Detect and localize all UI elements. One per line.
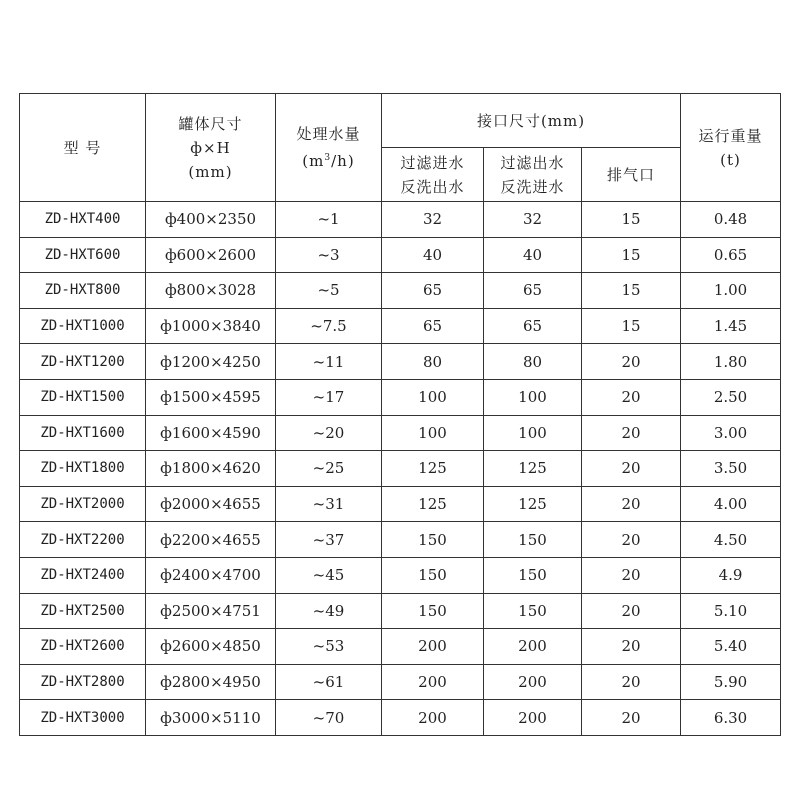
header-tank-size bbox=[146, 94, 276, 202]
header-port-inlet-line2: 反洗出水 bbox=[400, 177, 465, 196]
cell-capacity: ~31 bbox=[276, 486, 382, 522]
cell-port-outlet: 100 bbox=[484, 415, 582, 451]
header-capacity bbox=[276, 94, 382, 202]
cell-model: ZD-HXT2500 bbox=[20, 593, 146, 629]
cell-weight: 3.50 bbox=[681, 451, 781, 487]
cell-weight: 0.65 bbox=[681, 237, 781, 273]
cell-port-outlet: 150 bbox=[484, 557, 582, 593]
cell-weight: 4.50 bbox=[681, 522, 781, 558]
table-row bbox=[20, 273, 781, 309]
header-port-inlet-line1: 过滤进水 bbox=[400, 153, 465, 172]
cell-weight: 4.9 bbox=[681, 557, 781, 593]
cell-port-vent: 20 bbox=[582, 344, 681, 380]
cell-port-outlet: 100 bbox=[484, 379, 582, 415]
table-row bbox=[20, 557, 781, 593]
cell-model: ZD-HXT800 bbox=[20, 273, 146, 309]
cell-port-outlet: 200 bbox=[484, 700, 582, 736]
cell-model: ZD-HXT1000 bbox=[20, 308, 146, 344]
cell-port-outlet: 200 bbox=[484, 664, 582, 700]
header-port-vent: 排气口 bbox=[582, 148, 681, 202]
cell-tank-size: ф1000×3840 bbox=[146, 308, 276, 344]
header-model: 型 号 bbox=[20, 94, 146, 202]
cell-model: ZD-HXT2400 bbox=[20, 557, 146, 593]
cell-port-inlet: 100 bbox=[382, 415, 484, 451]
cell-port-vent: 20 bbox=[582, 486, 681, 522]
cell-model: ZD-HXT2800 bbox=[20, 664, 146, 700]
cell-tank-size: ф3000×5110 bbox=[146, 700, 276, 736]
cell-port-vent: 20 bbox=[582, 379, 681, 415]
cell-port-inlet: 200 bbox=[382, 700, 484, 736]
cell-tank-size: ф1600×4590 bbox=[146, 415, 276, 451]
cell-port-outlet: 80 bbox=[484, 344, 582, 380]
cell-tank-size: ф800×3028 bbox=[146, 273, 276, 309]
table-row bbox=[20, 308, 781, 344]
header-port-outlet bbox=[484, 148, 582, 202]
cell-tank-size: ф400×2350 bbox=[146, 202, 276, 238]
cell-port-inlet: 32 bbox=[382, 202, 484, 238]
cell-weight: 5.40 bbox=[681, 629, 781, 665]
cell-port-vent: 20 bbox=[582, 557, 681, 593]
cell-port-inlet: 80 bbox=[382, 344, 484, 380]
table-row bbox=[20, 522, 781, 558]
cell-port-vent: 15 bbox=[582, 273, 681, 309]
cell-port-vent: 20 bbox=[582, 593, 681, 629]
cell-port-vent: 20 bbox=[582, 629, 681, 665]
header-port-inlet bbox=[382, 148, 484, 202]
cell-port-vent: 15 bbox=[582, 308, 681, 344]
header-weight-unit: (t) bbox=[720, 150, 741, 169]
table-row bbox=[20, 629, 781, 665]
cell-model: ZD-HXT1600 bbox=[20, 415, 146, 451]
cell-tank-size: ф2600×4850 bbox=[146, 629, 276, 665]
cell-model: ZD-HXT1200 bbox=[20, 344, 146, 380]
cell-weight: 0.48 bbox=[681, 202, 781, 238]
capacity-unit-sup: 3 bbox=[324, 153, 332, 163]
cell-tank-size: ф1500×4595 bbox=[146, 379, 276, 415]
cell-model: ZD-HXT2200 bbox=[20, 522, 146, 558]
cell-weight: 2.50 bbox=[681, 379, 781, 415]
capacity-unit-suffix: /h) bbox=[331, 152, 355, 170]
cell-port-vent: 15 bbox=[582, 237, 681, 273]
cell-model: ZD-HXT2600 bbox=[20, 629, 146, 665]
table-row bbox=[20, 700, 781, 736]
cell-tank-size: ф2000×4655 bbox=[146, 486, 276, 522]
header-capacity-unit bbox=[276, 146, 381, 173]
cell-port-vent: 20 bbox=[582, 451, 681, 487]
cell-capacity: ~5 bbox=[276, 273, 382, 309]
cell-tank-size: ф2200×4655 bbox=[146, 522, 276, 558]
cell-model: ZD-HXT1500 bbox=[20, 379, 146, 415]
cell-model: ZD-HXT1800 bbox=[20, 451, 146, 487]
table-row bbox=[20, 486, 781, 522]
cell-port-outlet: 150 bbox=[484, 522, 582, 558]
cell-model: ZD-HXT2000 bbox=[20, 486, 146, 522]
cell-tank-size: ф600×2600 bbox=[146, 237, 276, 273]
cell-port-vent: 20 bbox=[582, 522, 681, 558]
header-tank-size-formula: ф×H bbox=[190, 138, 231, 157]
cell-capacity: ~7.5 bbox=[276, 308, 382, 344]
table-row bbox=[20, 415, 781, 451]
table-row bbox=[20, 237, 781, 273]
table-row bbox=[20, 451, 781, 487]
spec-table bbox=[19, 93, 781, 736]
cell-port-inlet: 150 bbox=[382, 593, 484, 629]
cell-tank-size: ф2500×4751 bbox=[146, 593, 276, 629]
cell-capacity: ~17 bbox=[276, 379, 382, 415]
cell-tank-size: ф2400×4700 bbox=[146, 557, 276, 593]
cell-capacity: ~49 bbox=[276, 593, 382, 629]
cell-port-outlet: 125 bbox=[484, 486, 582, 522]
cell-port-inlet: 40 bbox=[382, 237, 484, 273]
cell-port-outlet: 40 bbox=[484, 237, 582, 273]
cell-capacity: ~37 bbox=[276, 522, 382, 558]
cell-port-outlet: 200 bbox=[484, 629, 582, 665]
header-port-outlet-line1: 过滤出水 bbox=[500, 153, 565, 172]
cell-tank-size: ф2800×4950 bbox=[146, 664, 276, 700]
cell-weight: 3.00 bbox=[681, 415, 781, 451]
table-row bbox=[20, 344, 781, 380]
cell-port-outlet: 65 bbox=[484, 273, 582, 309]
header-port-outlet-line2: 反洗进水 bbox=[500, 177, 565, 196]
header-port-size: 接口尺寸(mm) bbox=[382, 94, 681, 148]
cell-capacity: ~3 bbox=[276, 237, 382, 273]
header-weight bbox=[681, 94, 781, 202]
cell-port-inlet: 65 bbox=[382, 273, 484, 309]
header-capacity-title: 处理水量 bbox=[296, 125, 361, 143]
table-header bbox=[20, 94, 781, 202]
cell-port-inlet: 125 bbox=[382, 486, 484, 522]
cell-weight: 1.00 bbox=[681, 273, 781, 309]
cell-port-inlet: 200 bbox=[382, 664, 484, 700]
cell-port-inlet: 125 bbox=[382, 451, 484, 487]
capacity-unit-prefix: (m bbox=[302, 152, 325, 170]
header-tank-size-unit: (mm) bbox=[188, 162, 233, 181]
cell-tank-size: ф1200×4250 bbox=[146, 344, 276, 380]
cell-port-vent: 15 bbox=[582, 202, 681, 238]
cell-weight: 4.00 bbox=[681, 486, 781, 522]
cell-capacity: ~25 bbox=[276, 451, 382, 487]
cell-capacity: ~45 bbox=[276, 557, 382, 593]
cell-port-inlet: 150 bbox=[382, 522, 484, 558]
cell-port-outlet: 150 bbox=[484, 593, 582, 629]
table-row bbox=[20, 202, 781, 238]
cell-model: ZD-HXT400 bbox=[20, 202, 146, 238]
cell-port-inlet: 100 bbox=[382, 379, 484, 415]
cell-weight: 1.80 bbox=[681, 344, 781, 380]
cell-port-inlet: 65 bbox=[382, 308, 484, 344]
cell-capacity: ~1 bbox=[276, 202, 382, 238]
cell-capacity: ~20 bbox=[276, 415, 382, 451]
cell-weight: 5.90 bbox=[681, 664, 781, 700]
table-body bbox=[20, 202, 781, 736]
cell-weight: 5.10 bbox=[681, 593, 781, 629]
cell-port-vent: 20 bbox=[582, 700, 681, 736]
table-row bbox=[20, 664, 781, 700]
table-row bbox=[20, 379, 781, 415]
header-tank-size-title: 罐体尺寸 bbox=[178, 114, 243, 133]
cell-model: ZD-HXT3000 bbox=[20, 700, 146, 736]
cell-port-inlet: 200 bbox=[382, 629, 484, 665]
cell-capacity: ~11 bbox=[276, 344, 382, 380]
cell-weight: 6.30 bbox=[681, 700, 781, 736]
cell-model: ZD-HXT600 bbox=[20, 237, 146, 273]
cell-port-inlet: 150 bbox=[382, 557, 484, 593]
cell-port-outlet: 65 bbox=[484, 308, 582, 344]
table-row bbox=[20, 593, 781, 629]
cell-port-vent: 20 bbox=[582, 415, 681, 451]
cell-capacity: ~70 bbox=[276, 700, 382, 736]
header-weight-title: 运行重量 bbox=[698, 126, 763, 145]
cell-port-vent: 20 bbox=[582, 664, 681, 700]
cell-capacity: ~61 bbox=[276, 664, 382, 700]
cell-port-outlet: 32 bbox=[484, 202, 582, 238]
cell-port-outlet: 125 bbox=[484, 451, 582, 487]
cell-capacity: ~53 bbox=[276, 629, 382, 665]
cell-tank-size: ф1800×4620 bbox=[146, 451, 276, 487]
cell-weight: 1.45 bbox=[681, 308, 781, 344]
